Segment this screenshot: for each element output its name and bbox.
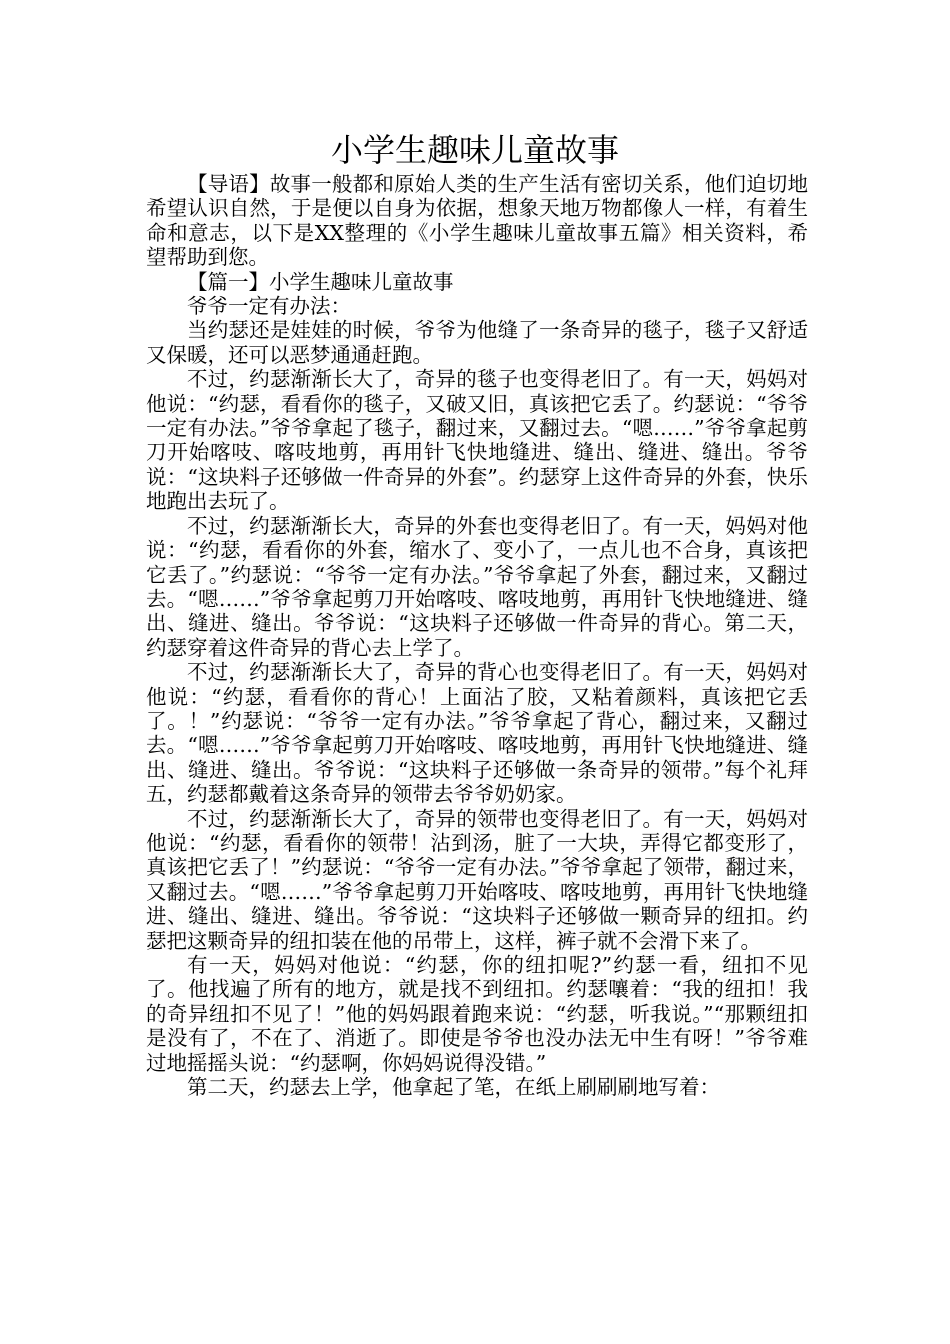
document-title: 小学生趣味儿童故事 [330,131,619,169]
paragraph: 不过，约瑟渐渐长大了，奇异的背心也变得老旧了。有一天，妈妈对他说：“约瑟，看看你的背心！上面沾了胶，又粘着颜料，真该把它丢了。！”约瑟说：“爷爷一定有办法。”爷爷拿起了背心，翻过来，又翻过去。“嗯……”爷爷拿起剪刀开始喀吱、喀吱地剪，再用针飞快地缝进、缝出、缝进、缝出。爷爷说：“这块料子还够做一条奇异的领带。”每个礼拜五，约瑟都戴着这条奇异的领带去爷爷奶奶家。 [146,660,808,807]
paragraph-section-heading: 【篇一】小学生趣味儿童故事 [187,269,454,294]
paragraph-story-title: 爷爷一定有办法： [187,294,351,319]
paragraph: 不过，约瑟渐渐长大，奇异的外套也变得老旧了。有一天，妈妈对他说：“约瑟，看看你的外套，缩水了、变小了，一点儿也不合身，真该把它丢了。”约瑟说：“爷爷一定有办法。”爷爷拿起了外套，翻过来，又翻过去。“嗯……”爷爷拿起剪刀开始喀吱、喀吱地剪，再用针飞快地缝进、缝出、缝进、缝出。爷爷说：“这块料子还够做一件奇异的背心。第二天，约瑟穿着这件奇异的背心去上学了。 [146,513,808,660]
paragraph: 有一天，妈妈对他说：“约瑟，你的纽扣呢?”约瑟一看，纽扣不见了。他找遍了所有的地方，就是找不到纽扣。约瑟嚷着：“我的纽扣！我的奇异纽扣不见了！”他的妈妈跟着跑来说：“约瑟，听我说。”“那颗纽扣是没有了，不在了、消逝了。即使是爷爷也没办法无中生有呀！”爷爷难过地摇摇头说：“约瑟啊，你妈妈说得没错。” [146,953,808,1075]
paragraph: 不过，约瑟渐渐长大了，奇异的毯子也变得老旧了。有一天，妈妈对他说：“约瑟，看看你的毯子，又破又旧，真该把它丢了。约瑟说：“爷爷一定有办法。”爷爷拿起了毯子，翻过来，又翻过去。“嗯……”爷爷拿起剪刀开始喀吱、喀吱地剪，再用针飞快地缝进、缝出、缝进、缝出。爷爷说：“这块料子还够做一件奇异的外套”。约瑟穿上这件奇异的外套，快乐地跑出去玩了。 [146,367,808,514]
paragraph: 不过，约瑟渐渐长大了，奇异的领带也变得老旧了。有一天，妈妈对他说：“约瑟，看看你的领带！沾到汤，脏了一大块，弄得它都变形了，真该把它丢了！”约瑟说：“爷爷一定有办法。”爷爷拿起了领带，翻过来，又翻过去。“嗯……”爷爷拿起剪刀开始喀吱、喀吱地剪，再用针飞快地缝进、缝出、缝进、缝出。爷爷说：“这块料子还够做一颗奇异的纽扣。约瑟把这颗奇异的纽扣装在他的吊带上，这样，裤子就不会滑下来了。 [146,806,808,953]
document-body [146,172,808,1099]
paragraph-intro: 【导语】故事一般都和原始人类的生产生活有密切关系，他们迫切地希望认识自然，于是便以自身为依据，想象天地万物都像人一样，有着生命和意志，以下是XX整理的《小学生趣味儿童故事五篇》相关资料，希望帮助到您。 [146,172,808,270]
paragraph: 第二天，约瑟去上学，他拿起了笔，在纸上刷刷刷地写着： [187,1075,720,1100]
paragraph: 当约瑟还是娃娃的时候，爷爷为他缝了一条奇异的毯子，毯子又舒适又保暖，还可以恶梦通通赶跑。 [146,318,808,367]
